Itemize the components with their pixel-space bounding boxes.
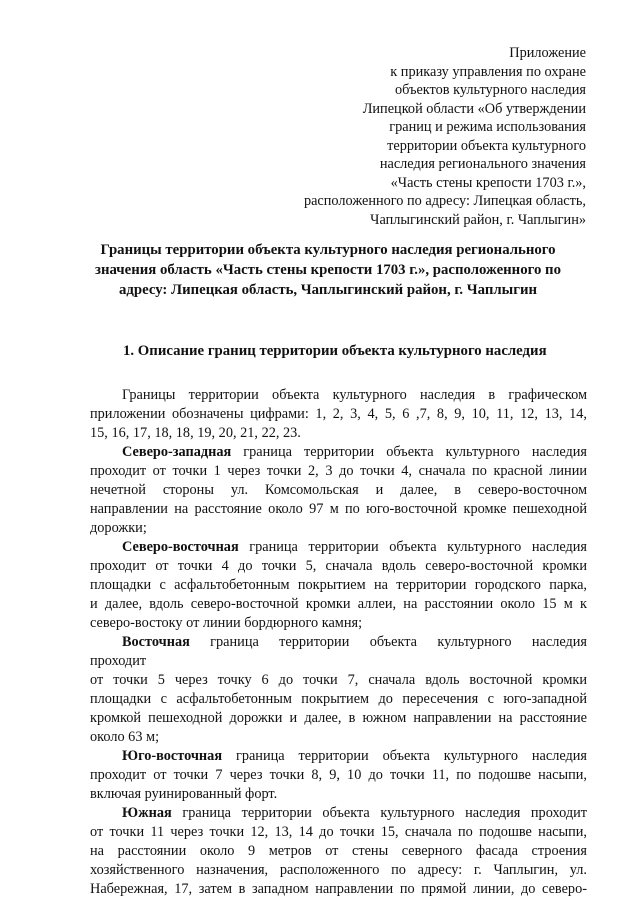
appendix-line: к приказу управления по охране: [390, 63, 586, 80]
appendix-line: границ и режима использования: [389, 119, 586, 135]
text-line: площадки с асфальтобетонным покрытием на территории городского парка,: [90, 577, 587, 593]
text-line: [90, 804, 587, 823]
boundary-term: Северо-западная: [122, 444, 232, 460]
appendix-line: территории объекта культурного: [387, 137, 586, 154]
northeast-boundary-paragraph: [90, 538, 587, 633]
text-line: дорожки;: [90, 520, 147, 536]
document-body: [90, 386, 587, 899]
text-line: от точки 11 через точки 12, 13, 14 до точки 15, сначала по подошве насыпи,: [90, 824, 587, 840]
appendix-line: Приложение: [509, 45, 586, 61]
intro-paragraph: [90, 386, 587, 443]
text-span: граница территории объекта культурного наследия: [235, 748, 587, 764]
text-line: проходит от точки 4 до точки 5, сначала вдоль северо-восточной кромки: [90, 558, 587, 574]
text-line: [90, 443, 587, 462]
text-line: [90, 747, 587, 766]
text-line: и далее, вдоль северо-восточной кромки аллеи, на расстоянии около 15 м к: [90, 596, 587, 612]
text-line: нечетной стороны ул. Комсомольская и далее, в северо-восточном: [90, 482, 587, 498]
appendix-line: расположенного по адресу: Липецкая область,: [303, 193, 586, 209]
text-span: граница территории объекта культурного наследия: [243, 444, 587, 460]
text-line: Набережная, 17, затем в западном направлении по прямой линии, до северо-: [90, 881, 587, 897]
boundary-term: Юго-восточная: [122, 748, 223, 764]
text-line: [90, 538, 587, 557]
south-boundary-paragraph: [90, 804, 587, 899]
text-line: проходит: [90, 653, 147, 669]
appendix-line: Липецкой области «Об утверждении: [362, 100, 586, 117]
text-line: около 63 м;: [90, 729, 160, 745]
text-span: граница территории объекта культурного наследия проходит: [182, 805, 588, 821]
text-line: проходит от точки 7 через точки 8, 9, 10 до точки 11, по подошве насыпи,: [90, 767, 587, 783]
title-line: значения область «Часть стены крепости 1703 г.», расположенного по: [95, 262, 561, 278]
southeast-boundary-paragraph: [90, 747, 587, 804]
text-line: хозяйственного назначения, расположенного по адресу: г. Чаплыгин, ул.: [90, 862, 587, 878]
text-line: приложении обозначены цифрами: 1, 2, 3, 4, 5, 6 ,7, 8, 9, 10, 11, 12, 13, 14,: [90, 406, 587, 422]
section-heading: 1. Описание границ территории объекта культурного наследия: [123, 343, 547, 359]
text-line: от точки 5 через точку 6 до точки 7, сначала вдоль восточной кромки: [90, 672, 587, 688]
text-line: включая руинированный форт.: [90, 786, 278, 802]
boundary-term: Восточная: [122, 634, 190, 650]
text-line: проходит от точки 1 через точки 2, 3 до точки 4, сначала по красной линии: [90, 463, 587, 479]
appendix-line: Чаплыгинский район, г. Чаплыгин»: [370, 211, 586, 228]
text-line: направлении на расстояние около 97 м по юго-восточной кромке пешеходной: [90, 501, 587, 517]
appendix-line: объектов культурного наследия: [395, 82, 586, 98]
boundary-term: Северо-восточная: [122, 539, 239, 555]
title-line: Границы территории объекта культурного наследия регионального: [100, 242, 556, 258]
boundary-term: Южная: [122, 805, 172, 821]
document-title: [70, 240, 586, 300]
text-span: граница территории объекта культурного наследия: [249, 539, 587, 555]
text-line: 15, 16, 17, 18, 18, 19, 20, 21, 22, 23.: [90, 425, 301, 441]
appendix-header: [304, 44, 586, 229]
text-line: площадки с асфальтобетонным покрытием до пересечения с юго-западной: [90, 691, 587, 707]
northwest-boundary-paragraph: [90, 443, 587, 538]
text-line: кромкой пешеходной дорожки и далее, в южном направлении на расстояние: [90, 710, 587, 726]
text-line: на расстоянии около 9 метров от стены северного фасада строения: [90, 843, 587, 859]
text-line: северо-востоку от линии бордюрного камня;: [90, 615, 363, 631]
text-line: Границы территории объекта культурного наследия в графическом: [122, 387, 587, 403]
east-boundary-paragraph: [90, 633, 587, 747]
text-line: [90, 633, 587, 652]
appendix-line: наследия регионального значения: [379, 156, 586, 172]
text-span: граница территории объекта культурного наследия: [210, 634, 588, 650]
appendix-line: «Часть стены крепости 1703 г.»,: [390, 174, 586, 191]
title-line: адресу: Липецкая область, Чаплыгинский район, г. Чаплыгин: [118, 282, 538, 298]
